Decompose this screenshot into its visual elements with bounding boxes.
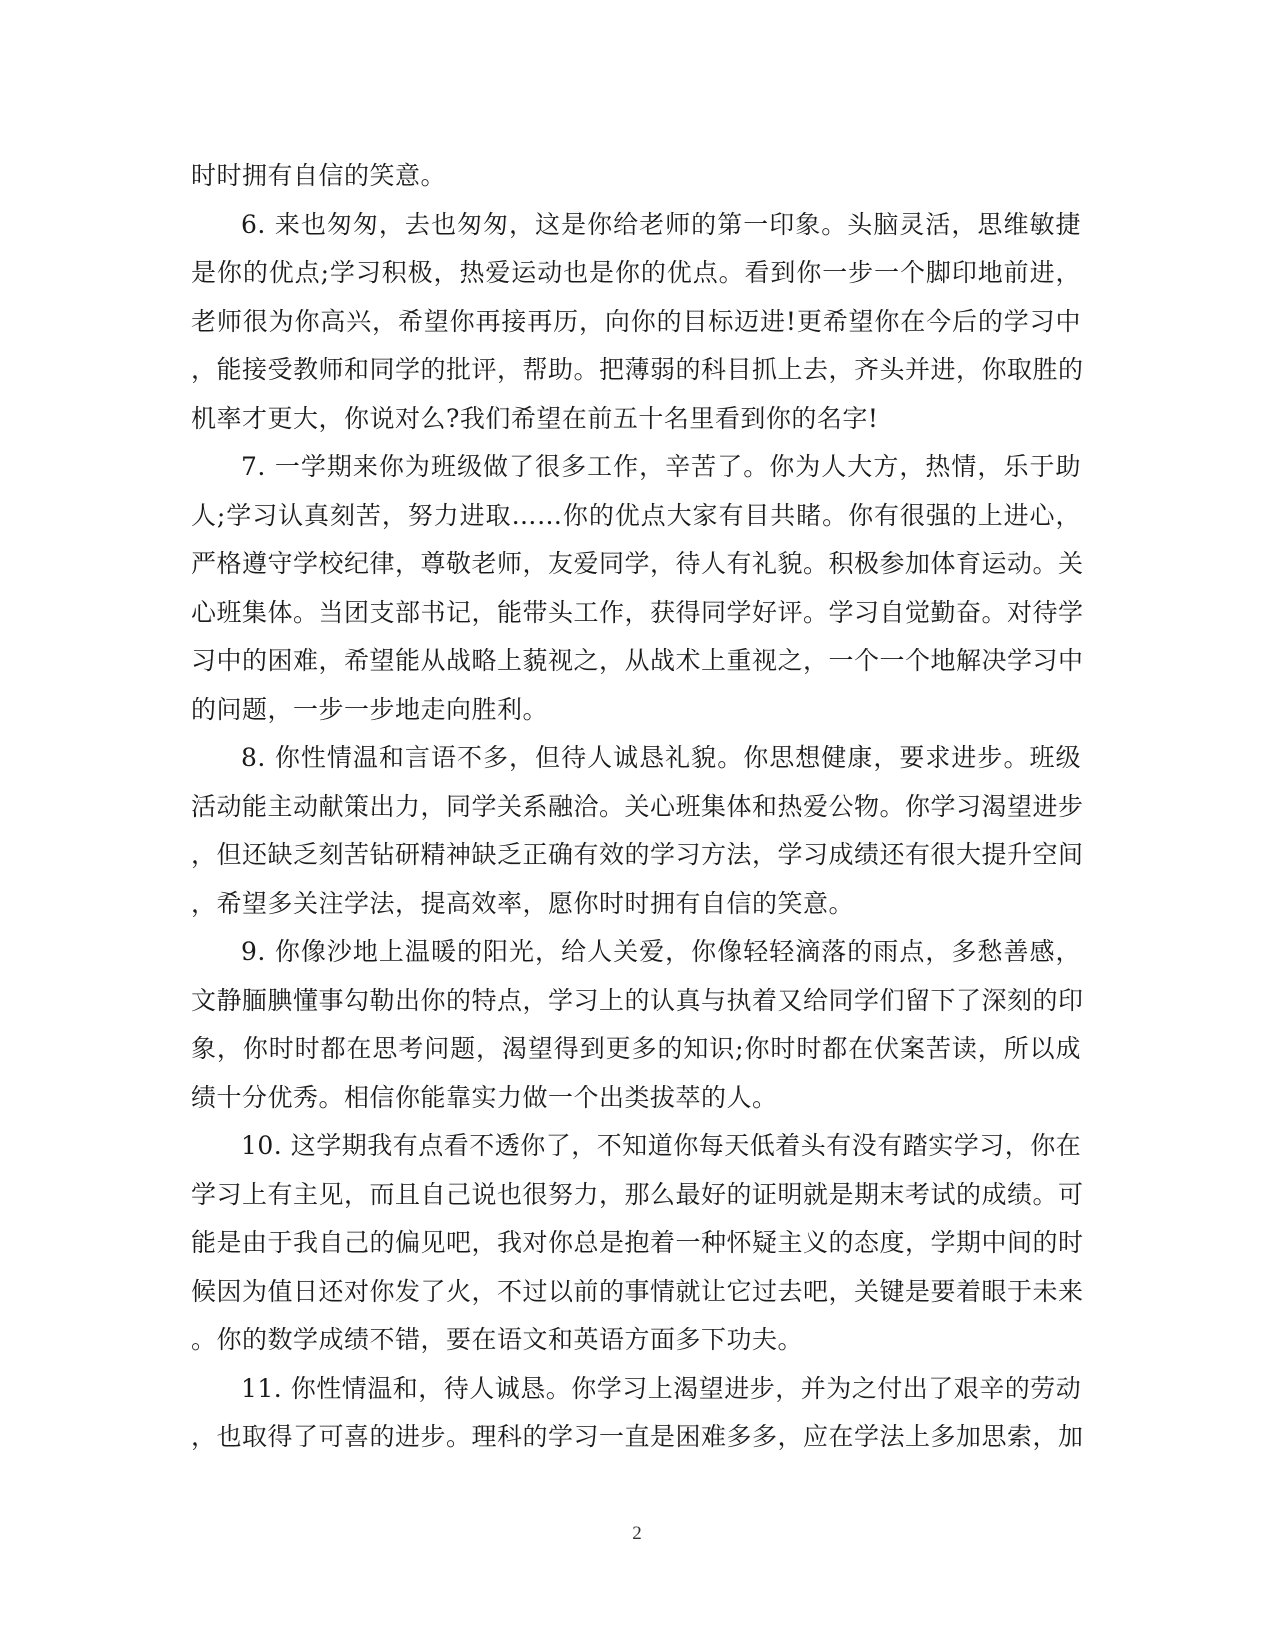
- text-line: ，能接受教师和同学的批评，帮助。把薄弱的科目抓上去，齐头并进，你取胜的: [191, 355, 1084, 384]
- text-line: 活动能主动献策出力，同学关系融洽。关心班集体和热爱公物。你学习渴望进步: [191, 791, 1084, 821]
- text-line: 10. 这学期我有点看不透你了，不知道你每天低着头有没有踏实学习，你在: [241, 1131, 1082, 1160]
- text-line: 8. 你性情温和言语不多，但待人诚恳礼貌。你思想健康，要求进步。班级: [241, 743, 1081, 772]
- text-line: 7. 一学期来你为班级做了很多工作，辛苦了。你为人大方，热情，乐于助: [241, 452, 1081, 481]
- text-line: ，也取得了可喜的进步。理科的学习一直是困难多多，应在学法上多加思索，加: [191, 1422, 1084, 1451]
- text-line: 严格遵守学校纪律，尊敬老师，友爱同学，待人有礼貌。积极参加体育运动。关: [191, 549, 1084, 578]
- text-line: 心班集体。当团支部书记，能带头工作，获得同学好评。学习自觉勤奋。对待学: [191, 597, 1084, 627]
- text-line: 学习上有主见，而且自己说也很努力，那么最好的证明就是期末考试的成绩。可: [191, 1179, 1084, 1209]
- text-line: 6. 来也匆匆，去也匆匆，这是你给老师的第一印象。头脑灵活，思维敏捷: [241, 209, 1081, 239]
- text-line: 能是由于我自己的偏见吧，我对你总是抱着一种怀疑主义的态度，学期中间的时: [191, 1228, 1084, 1257]
- text-line: 人;学习认真刻苦，努力进取……你的优点大家有目共睹。你有很强的上进心，: [191, 500, 1081, 530]
- text-line: 习中的困难，希望能从战略上藐视之，从战术上重视之，一个一个地解决学习中: [191, 646, 1084, 675]
- text-line: 候因为值日还对你发了火，不过以前的事情就让它过去吧，关键是要着眼于未来: [191, 1276, 1084, 1306]
- text-line: 机率才更大，你说对么?我们希望在前五十名里看到你的名字!: [191, 403, 879, 433]
- text-line: 时时拥有自信的笑意。: [191, 161, 447, 190]
- page-number: 2: [632, 1523, 642, 1544]
- text-line: 象，你时时都在思考问题，渴望得到更多的知识;你时时都在伏案苦读，所以成: [191, 1034, 1081, 1063]
- text-line: 是你的优点;学习积极，热爱运动也是你的优点。看到你一步一个脚印地前进，: [191, 258, 1081, 287]
- text-line: 绩十分优秀。相信你能靠实力做一个出类拔萃的人。: [191, 1082, 778, 1112]
- body-text: [191, 152, 1084, 1462]
- text-line: 9. 你像沙地上温暖的阳光，给人关爱，你像轻轻滴落的雨点，多愁善感，: [241, 937, 1081, 966]
- text-line: ，希望多关注学法，提高效率，愿你时时拥有自信的笑意。: [191, 888, 855, 918]
- text-line: 。你的数学成绩不错，要在语文和英语方面多下功夫。: [191, 1325, 804, 1354]
- text-line: 老师很为你高兴，希望你再接再历，向你的目标迈进!更希望你在今后的学习中: [191, 306, 1081, 336]
- text-line: ，但还缺乏刻苦钻研精神缺乏正确有效的学习方法，学习成绩还有很大提升空间: [191, 840, 1084, 869]
- text-line: 文静腼腆懂事勾勒出你的特点，学习上的认真与执着又给同学们留下了深刻的印: [191, 985, 1084, 1015]
- text-line: 11. 你性情温和，待人诚恳。你学习上渴望进步，并为之付出了艰辛的劳动: [241, 1373, 1082, 1403]
- text-line: 的问题，一步一步地走向胜利。: [191, 694, 549, 724]
